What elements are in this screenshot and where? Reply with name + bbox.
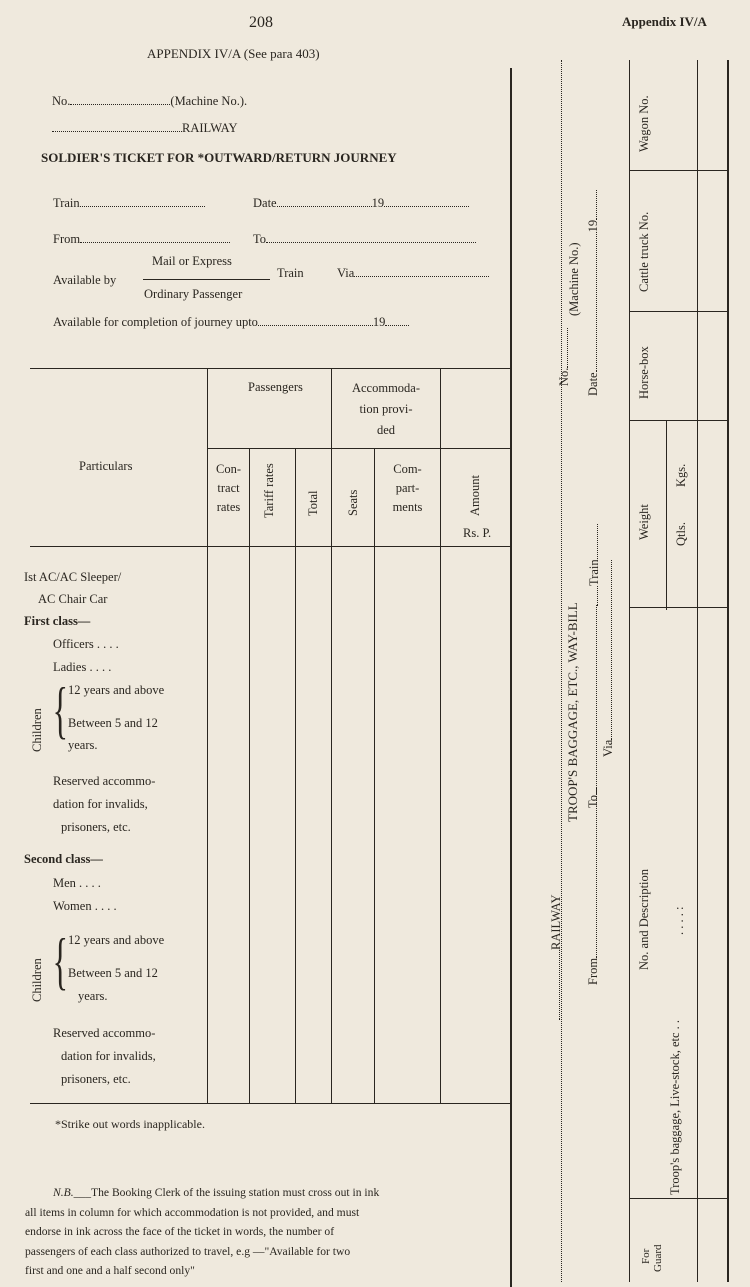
row-above12: 12 years and above: [68, 683, 165, 697]
ticket-right-border: [510, 68, 512, 1287]
col-divider-seats: [374, 448, 375, 1103]
row-women: Women . . . .: [53, 899, 117, 913]
row-ladies: Ladies . . . .: [53, 660, 112, 674]
waybill-col-1: [629, 60, 630, 1282]
comp-1: Com-: [393, 462, 422, 476]
train-row: [53, 196, 205, 211]
wb-from: From: [586, 957, 600, 985]
date-year: 19: [371, 196, 385, 210]
header-total: Total: [306, 490, 320, 516]
col-divider-comp: [440, 368, 441, 1103]
nb-label: N.B.: [53, 1186, 74, 1199]
row-reserved1-2: dation for invalids,: [53, 797, 148, 811]
row-second-class: Second class—: [24, 852, 103, 866]
row-ac-2: AC Chair Car: [38, 592, 108, 606]
wb-year: 19: [586, 219, 600, 233]
acc-line-1: Accommoda-: [351, 381, 421, 395]
row-between-2: years.: [68, 738, 98, 752]
wb-train: Train: [587, 559, 601, 586]
wb-date: Date: [586, 372, 600, 396]
wb-from-row: [586, 788, 601, 985]
row-men: Men . . . .: [53, 876, 101, 890]
wb-dots: . . . . :: [672, 906, 686, 935]
row-reserved2-1: Reserved accommo-: [53, 1026, 156, 1040]
page-heading: APPENDIX IV/A (See para 403): [147, 46, 320, 61]
to-label: To: [253, 232, 267, 246]
waybill-dotted-left: [561, 60, 562, 1282]
available-train: Train: [277, 266, 304, 280]
table-bottom-line: [30, 1103, 510, 1104]
header-bottom-line: [30, 546, 510, 547]
available-by-divider: [143, 279, 270, 280]
wb-wagon: Wagon No.: [637, 95, 651, 152]
wb-railway: RAILWAY: [549, 894, 563, 950]
completion-year: 19: [372, 315, 386, 329]
mail-express: Mail or Express: [152, 254, 232, 268]
header-compartments: [375, 460, 440, 517]
contract-3: rates: [216, 500, 241, 514]
row-between-1: Between 5 and 12: [68, 716, 158, 730]
wb-to-row: [586, 605, 601, 808]
wb-machine-no: (Machine No.): [567, 242, 581, 316]
to-row: [253, 232, 476, 247]
completion-label: Available for completion of journey upto: [53, 315, 258, 329]
header-rs-p: Rs. P.: [463, 526, 492, 540]
waybill-row-5: [629, 1198, 727, 1199]
table-top-line: [30, 368, 510, 369]
nb-text-1: ___The Booking Clerk of the issuing station must cross out in ink: [73, 1186, 380, 1199]
ticket-no-label: No.: [52, 94, 71, 108]
ordinary-passenger: Ordinary Passenger: [144, 287, 243, 301]
subheader-line: [207, 448, 510, 449]
wb-cattle: Cattle truck No.: [637, 211, 651, 292]
row-reserved1-3: prisoners, etc.: [61, 820, 131, 834]
train-label: Train: [53, 196, 80, 210]
wb-weight: Weight: [637, 504, 651, 540]
wb-title: TROOP'S BAGGAGE, ETC., WAY-BILL: [565, 602, 580, 822]
available-by: Available by: [53, 273, 117, 287]
row-reserved1-1: Reserved accommo-: [53, 774, 156, 788]
ticket-title: SOLDIER'S TICKET FOR *OUTWARD/RETURN JOURNEY: [41, 150, 397, 165]
header-amount: Amount: [468, 475, 482, 516]
contract-2: tract: [217, 481, 240, 495]
wb-to: To: [586, 794, 600, 808]
date-row: [253, 196, 469, 211]
wb-train-row: [587, 524, 602, 606]
col-divider-contract: [249, 448, 250, 1103]
row-reserved2-3: prisoners, etc.: [61, 1072, 131, 1086]
wb-guard-2: Guard: [652, 1244, 664, 1272]
contract-1: Con-: [216, 462, 241, 476]
nb-line-4: passengers of each class authorized to travel, e.g —"Available for two: [25, 1244, 351, 1258]
row-between2-1: Between 5 and 12: [68, 966, 158, 980]
nb-paragraph: [25, 1183, 379, 1281]
completion-row: [53, 315, 409, 330]
wb-qtls: Qtls.: [674, 522, 688, 546]
date-label: Date: [253, 196, 277, 210]
row-officers: Officers . . . .: [53, 637, 119, 651]
row-children-1: Children: [30, 708, 44, 752]
right-header: Appendix IV/A: [622, 14, 707, 29]
header-particulars: Particulars: [79, 459, 133, 473]
row-reserved2-2: dation for invalids,: [61, 1049, 156, 1063]
row-children-2: Children: [30, 958, 44, 1002]
wb-no-desc: No. and Description: [637, 868, 651, 970]
waybill-row-1: [629, 170, 727, 171]
row-first-class: First class—: [24, 614, 91, 628]
via-row: [337, 266, 489, 281]
wb-kgs: Kgs.: [674, 463, 688, 487]
wb-no-row: [557, 328, 572, 386]
row-ac-1: Ist AC/AC Sleeper/: [24, 570, 122, 584]
waybill-row-3: [629, 420, 727, 421]
brace-2: {: [52, 925, 69, 996]
waybill-row-2: [629, 311, 727, 312]
waybill-col-2: [666, 420, 667, 610]
row-between2-2: years.: [78, 989, 108, 1003]
comp-3: ments: [392, 500, 423, 514]
ticket-railway-row: [52, 121, 238, 136]
col-divider-total: [331, 368, 332, 1103]
comp-2: part-: [395, 481, 420, 495]
nb-line-2: all items in column for which accommodation is not provided, and must: [25, 1205, 360, 1219]
nb-line-5: first and one and a half second only": [25, 1264, 195, 1277]
brace-1: {: [52, 674, 69, 745]
wb-via: Via: [601, 739, 615, 757]
page-number: 208: [249, 14, 273, 31]
acc-line-3: ded: [376, 423, 396, 437]
wb-via-row: [601, 560, 616, 757]
header-seats: Seats: [346, 489, 360, 516]
via-label: Via: [337, 266, 355, 280]
header-passengers: Passengers: [248, 380, 303, 394]
wb-horse: Horse-box: [637, 346, 651, 399]
wb-railway-row: [549, 894, 564, 1020]
strike-note: *Strike out words inapplicable.: [55, 1117, 205, 1131]
wb-date-row: [586, 190, 601, 396]
wb-troops: Troop's baggage, Live-stock, etc . .: [668, 1019, 682, 1195]
nb-line-1: [25, 1183, 379, 1203]
waybill-col-4: [727, 60, 729, 1282]
ticket-railway: RAILWAY: [182, 121, 238, 135]
header-contract: [208, 460, 249, 517]
acc-line-2: tion provi-: [359, 402, 413, 416]
header-tariff: Tariff rates: [262, 463, 276, 518]
ticket-no-row: [52, 94, 247, 109]
row-above12b: 12 years and above: [68, 933, 165, 947]
wb-no: No.: [557, 367, 571, 386]
ticket-machine-no: (Machine No.).: [170, 94, 248, 108]
col-divider-tariff: [295, 448, 296, 1103]
header-accommodation: [332, 378, 440, 441]
waybill-col-3: [697, 60, 698, 1282]
from-row: [53, 232, 230, 247]
waybill-row-4: [629, 607, 727, 608]
from-label: From: [53, 232, 81, 246]
wb-guard-1: For: [640, 1248, 652, 1264]
nb-line-3: endorse in ink across the face of the ticket in words, the number of: [25, 1225, 335, 1238]
